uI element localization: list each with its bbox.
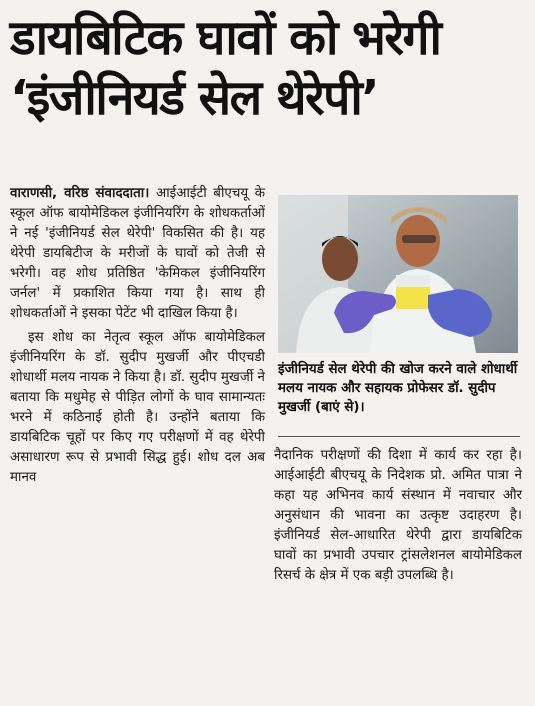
caption-divider xyxy=(278,436,520,437)
article-paragraph-3: नैदानिक परीक्षणों की दिशा में कार्य कर रहा है। आईआईटी बीएचयू के निदेशक प्रो. अमित पात्रा ने कहा यह अभिनव कार्य संस्थान में नवाचार और अनुसंधान की भावना का उत्कृष्ट उदाहरण है। इंजीनियर्ड सेल-आधारित थेरेपी द्वारा डायबिटिक घावों का प्रभावी उपचार ट्रांसलेशनल बायोमेडिकल रिसर्च के क्षेत्र में एक बड़ी उपलब्धि है। xyxy=(274,448,522,583)
researchers-photo xyxy=(278,195,518,353)
news-photo xyxy=(278,195,518,353)
article-paragraph-1-text: आईआईटी बीएचयू के स्कूल ऑफ बायोमेडिकल इंजीनियरिंग के शोधकर्ताओं ने नई 'इंजीनियर्ड सेल थेरेपी' विकसित की है। यह थेरेपी डायबिटीज के मरीजों के घावों को तेजी से भरेगी। वह शोध प्रतिष्ठित 'केमिकल इंजीनियरिंग जर्नल' में प्रकाशित किया गया है। साथ ही शोधकर्ताओं ने इसका पेटेंट भी दाखिल किया है। xyxy=(10,186,265,321)
headline-line-2: ‘इंजीनियर्ड सेल थेरेपी’ xyxy=(10,70,379,126)
headline xyxy=(10,8,525,128)
article-paragraph-1 xyxy=(10,184,265,324)
article-column-left xyxy=(10,184,265,488)
headline-line-1: डायबिटिक घावों को भरेगी xyxy=(10,10,441,66)
dateline: वाराणसी, वरिष्ठ संवाददाता। xyxy=(10,186,150,201)
article-paragraph-2: इस शोध का नेतृत्व स्कूल ऑफ बायोमेडिकल इंजीनियरिंग के डॉ. सुदीप मुखर्जी और पीएचडी शोधार्थी मलय नायक ने किया है। डॉ. सुदीप मुखर्जी ने बताया कि मधुमेह से पीड़ित लोगों के घाव सामान्यतः भरने में कठिनाई होती है। उन्होंने बताया कि डायबिटिक चूहों पर किए गए परीक्षणों में वह थेरेपी असाधारण रूप से प्रभावी सिद्ध हुई। शोध दल अब मानव xyxy=(10,330,265,485)
article-column-right xyxy=(274,446,522,586)
photo-caption: इंजीनियर्ड सेल थेरेपी की खोज करने वाले शोधार्थी मलय नायक और सहायक प्रोफेसर डॉ. सुदीप मुखर्जी (बाएं से)। xyxy=(278,362,518,415)
